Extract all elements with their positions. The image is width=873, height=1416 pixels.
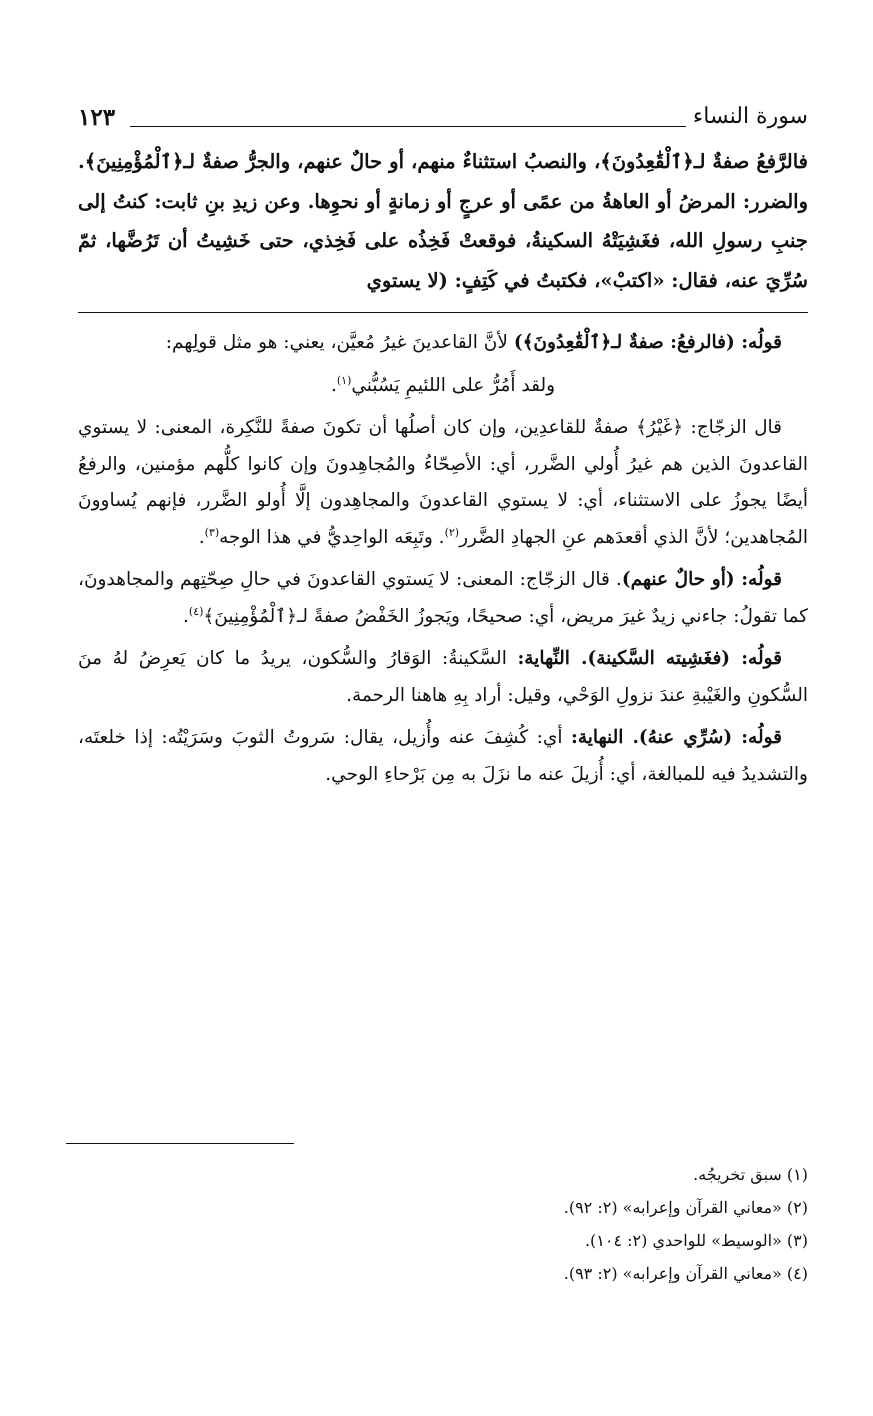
commentary-text: لأنَّ القاعدينَ غيرُ مُعيَّن، يعني: هو مثل قولِهم: (165, 332, 514, 353)
surah-name: سورة النساء (692, 104, 808, 129)
commentary-paragraph-1 (78, 325, 808, 362)
text-divider (78, 312, 808, 313)
footnote-ref: (١) (336, 373, 352, 387)
main-text-paragraph: فالرَّفعُ صفةٌ لـ﴿ٱلْقَٰعِدُونَ﴾، والنصبُ استثناءٌ منهم، أو حالٌ عنهم، والجرُّ صفةٌ لـ﴿ٱلْمُؤْمِنِينَ﴾. والضرر: المرضُ أو العاهةُ من عمًى أو عرجٍ أو زمانةٍ أو نحوِها. وعن زيدِ بنِ ثابت: كنتُ إلى جنبِ رسولِ الله، فغَشِيَتْهُ السكينةُ، فوقعتْ فَخِذُه على فَخِذي، حتى خَشِيتُ أن تَرُضَّها، ثمّ سُرِّيَ عنه، فقال: «اكتبْ»، فكتبتُ في كَتِفٍ: (لا يستوي (78, 150, 808, 292)
commentary (78, 325, 808, 793)
commentary-text: أي: كُشِفَ عنه وأُزيل، يقال: سَروتُ الثوبَ وسَرَيْتُه: إذا خلعتَه، والتشديدُ فيه للمبالغة، أي: أُزيلَ عنه ما نزَلَ به مِن بَرْحاءِ الوحي. (78, 727, 808, 785)
commentary-paragraph-4 (78, 641, 808, 714)
running-header (78, 100, 808, 142)
commentary-text: السَّكينةُ: الوَقارُ والسُّكون، يريدُ ما كان يَعرِضُ لهُ منَ السُّكونِ والغَيْبةِ عندَ نزولِ الوَحْي، وقيل: أراد بِهِ هاهنا الرحمة. (78, 648, 808, 706)
footnotes (208, 1158, 808, 1290)
commentary-text: . قال الزجّاج: المعنى: لا يَستوي القاعدونَ في حالِ صِحّتِهم والمجاهدونَ، كما تقولُ: جاءني زيدٌ غيرَ مريض، أي: صحيحًا، ويَجوزُ الخَفْضُ صفةً لـ﴿ٱلْمُؤْمِنِينَ﴾ (78, 569, 808, 627)
commentary-lead: قولُه: (سُرِّي عنهُ). النهاية: (571, 727, 782, 748)
commentary-end: . (198, 526, 205, 548)
main-text (78, 142, 808, 300)
commentary-paragraph-5 (78, 720, 808, 793)
verse-end: . (330, 374, 337, 396)
footnote-ref: (٣) (204, 525, 220, 539)
commentary-lead: قولُه: (أو حالٌ عنهم) (621, 569, 782, 590)
header-rule (130, 126, 686, 127)
commentary-text: قال الزجّاج: ﴿غَيْرُ﴾ صفةٌ للقاعدِين، وإن كان أصلُها أن تكونَ صفةً للنَّكِرة، المعنى: لا يستوي القاعدونَ الذين هم غيرُ أُولي الضَّرر، أي: الأصِحّاءُ والمُجاهِدونَ وإن كانوا كلُّهم مؤمنين، والرفعُ أيضًا يجوزُ على الاستثناء، أي: لا يستوي القاعدونَ والمجاهِدون إلَّا أُولو الضَّرر، فإنهم يُساوونَ المُجاهدين؛ لأنَّ الذي أقعدَهم عنِ الجهادِ الضَّرر (78, 417, 808, 548)
commentary-lead: قولُه: (فغَشِيته السَّكينة). النِّهاية: (517, 648, 782, 669)
footnote-ref: (٤) (188, 604, 204, 618)
commentary-end: . (183, 605, 189, 627)
footnote-1: (١) سبق تخريجُه. (693, 1165, 808, 1184)
footnote-3: (٣) «الوسيط» للواحدي (٢: ١٠٤). (584, 1231, 808, 1250)
commentary-text-tail: . وتَبِعَه الواحِديُّ في هذا الوجه (219, 526, 445, 548)
commentary-lead: قولُه: (فالرفعُ: صفةٌ لـ﴿ٱلْقَٰعِدُونَ﴾) (513, 332, 782, 353)
commentary-paragraph-3 (78, 562, 808, 635)
verse-text: ولقد أَمُرُّ على اللئيمِ يَسُبُّني (351, 374, 556, 396)
footnote-4: (٤) «معاني القرآن وإعرابه» (٢: ٩٣). (563, 1264, 808, 1283)
footnote-2: (٢) «معاني القرآن وإعرابه» (٢: ٩٢). (563, 1198, 808, 1217)
footnote-divider (66, 1143, 294, 1144)
page-number: ١٢٣ (78, 104, 116, 131)
page (78, 100, 808, 799)
commentary-paragraph-2 (78, 410, 808, 556)
footnote-ref: (٢) (444, 525, 460, 539)
verse-line (78, 368, 808, 405)
